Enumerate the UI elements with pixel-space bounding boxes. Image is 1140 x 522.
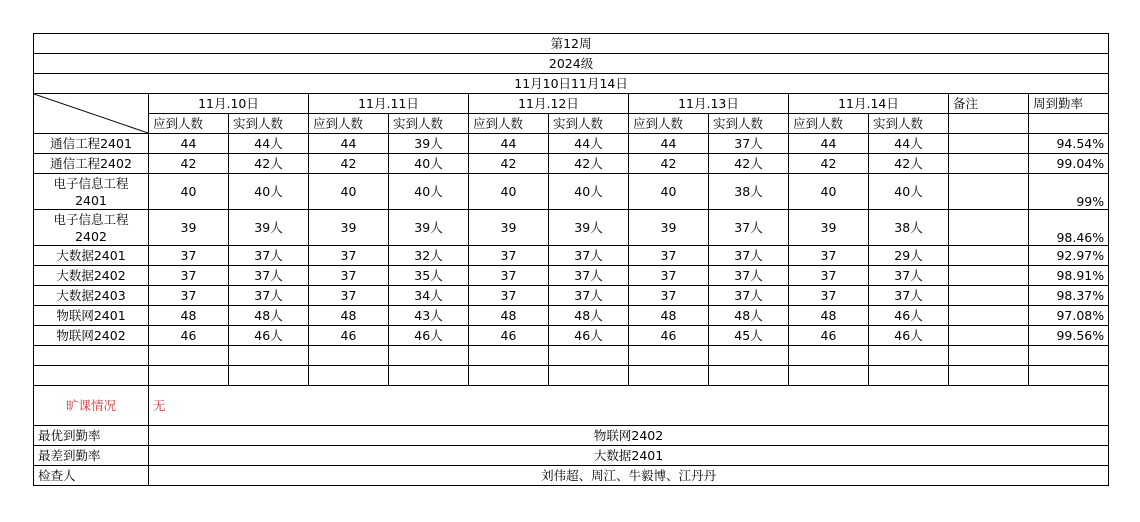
expected-count-cell: 39 (469, 210, 549, 246)
actual-count-header: 实到人数 (709, 114, 789, 134)
actual-count-cell: 40人 (549, 174, 629, 210)
empty-cell (629, 366, 709, 386)
actual-count-cell: 38人 (709, 174, 789, 210)
empty-cell (869, 366, 949, 386)
expected-count-cell: 37 (789, 246, 869, 266)
table-row (34, 134, 1109, 154)
actual-count-cell: 37人 (709, 266, 789, 286)
expected-count-cell: 42 (469, 154, 549, 174)
class-name-cell: 物联网2401 (34, 306, 149, 326)
actual-count-cell: 37人 (709, 246, 789, 266)
actual-count-header: 实到人数 (549, 114, 629, 134)
best-rate-row (34, 426, 1109, 446)
actual-count-cell: 43人 (389, 306, 469, 326)
class-name-cell: 大数据2403 (34, 286, 149, 306)
actual-count-cell: 40人 (229, 174, 309, 210)
absence-value: 无 (149, 386, 1109, 426)
actual-count-cell: 29人 (869, 246, 949, 266)
expected-count-cell: 44 (469, 134, 549, 154)
empty-cell (149, 366, 229, 386)
actual-count-cell: 37人 (709, 134, 789, 154)
actual-count-cell: 44人 (549, 134, 629, 154)
expected-count-cell: 48 (149, 306, 229, 326)
inspector-value: 刘伟超、周江、牛毅博、江丹丹 (149, 466, 1109, 486)
expected-count-cell: 37 (629, 286, 709, 306)
actual-count-cell: 48人 (229, 306, 309, 326)
weekly-rate-cell: 92.97% (1029, 246, 1109, 266)
remark-cell (949, 246, 1029, 266)
expected-count-cell: 46 (789, 326, 869, 346)
table-row (34, 266, 1109, 286)
empty-cell (1029, 366, 1109, 386)
grade-title: 2024级 (34, 54, 1109, 74)
actual-count-cell: 37人 (229, 266, 309, 286)
expected-count-cell: 42 (149, 154, 229, 174)
weekly-rate-cell: 99% (1029, 174, 1109, 210)
weekly-rate-cell: 94.54% (1029, 134, 1109, 154)
remark-subheader-empty (949, 114, 1029, 134)
empty-cell (789, 366, 869, 386)
actual-count-cell: 39人 (389, 134, 469, 154)
diagonal-header-cell (34, 94, 149, 134)
absence-label: 旷课情况 (34, 386, 149, 426)
table-row (34, 210, 1109, 246)
actual-count-cell: 48人 (549, 306, 629, 326)
empty-cell (629, 346, 709, 366)
empty-cell (149, 346, 229, 366)
actual-count-cell: 40人 (869, 174, 949, 210)
expected-count-cell: 37 (469, 266, 549, 286)
weekly-rate-cell: 98.91% (1029, 266, 1109, 286)
expected-count-cell: 37 (309, 246, 389, 266)
actual-count-cell: 42人 (869, 154, 949, 174)
actual-count-cell: 48人 (709, 306, 789, 326)
table-row (34, 246, 1109, 266)
rate-subheader-empty (1029, 114, 1109, 134)
weekly-rate-cell: 98.37% (1029, 286, 1109, 306)
expected-count-cell: 37 (309, 286, 389, 306)
expected-count-cell: 48 (469, 306, 549, 326)
actual-count-cell: 32人 (389, 246, 469, 266)
empty-cell (309, 346, 389, 366)
day-header: 11月.14日 (789, 94, 949, 114)
expected-count-cell: 48 (789, 306, 869, 326)
table-row (34, 174, 1109, 210)
empty-cell (1029, 346, 1109, 366)
expected-count-header: 应到人数 (309, 114, 389, 134)
actual-count-cell: 37人 (229, 286, 309, 306)
worst-rate-value: 大数据2401 (149, 446, 1109, 466)
expected-count-cell: 46 (149, 326, 229, 346)
expected-count-cell: 37 (149, 286, 229, 306)
expected-count-cell: 39 (789, 210, 869, 246)
actual-count-cell: 35人 (389, 266, 469, 286)
table-row (34, 306, 1109, 326)
actual-count-cell: 40人 (389, 154, 469, 174)
weekly-rate-cell: 99.04% (1029, 154, 1109, 174)
expected-count-cell: 40 (469, 174, 549, 210)
empty-cell (469, 346, 549, 366)
expected-count-cell: 37 (629, 266, 709, 286)
empty-cell (229, 346, 309, 366)
remark-cell (949, 154, 1029, 174)
expected-count-cell: 39 (309, 210, 389, 246)
actual-count-cell: 46人 (869, 306, 949, 326)
actual-count-cell: 46人 (229, 326, 309, 346)
actual-count-cell: 37人 (709, 286, 789, 306)
actual-count-cell: 44人 (869, 134, 949, 154)
empty-cell (709, 346, 789, 366)
actual-count-cell: 39人 (549, 210, 629, 246)
expected-count-cell: 40 (789, 174, 869, 210)
remark-cell (949, 326, 1029, 346)
actual-count-cell: 37人 (549, 266, 629, 286)
class-name-cell: 电子信息工程2401 (34, 174, 149, 210)
expected-count-cell: 42 (789, 154, 869, 174)
actual-count-cell: 39人 (229, 210, 309, 246)
attendance-table (33, 33, 1109, 486)
actual-count-cell: 42人 (229, 154, 309, 174)
remark-cell (949, 266, 1029, 286)
empty-row (34, 366, 1109, 386)
table-row (34, 154, 1109, 174)
expected-count-cell: 48 (309, 306, 389, 326)
worst-rate-row (34, 446, 1109, 466)
actual-count-header: 实到人数 (869, 114, 949, 134)
actual-count-cell: 38人 (869, 210, 949, 246)
absence-row (34, 386, 1109, 426)
expected-count-header: 应到人数 (149, 114, 229, 134)
remark-header: 备注 (949, 94, 1029, 114)
weekly-rate-cell: 98.46% (1029, 210, 1109, 246)
weekly-rate-cell: 99.56% (1029, 326, 1109, 346)
remark-cell (949, 210, 1029, 246)
actual-count-cell: 40人 (389, 174, 469, 210)
expected-count-cell: 39 (149, 210, 229, 246)
expected-count-cell: 42 (309, 154, 389, 174)
actual-count-header: 实到人数 (389, 114, 469, 134)
expected-count-cell: 40 (309, 174, 389, 210)
date-range-title: 11月10日11月14日 (34, 74, 1109, 94)
actual-count-cell: 34人 (389, 286, 469, 306)
class-name-cell: 大数据2402 (34, 266, 149, 286)
class-name-cell: 通信工程2402 (34, 154, 149, 174)
empty-row (34, 346, 1109, 366)
empty-cell (549, 366, 629, 386)
actual-count-cell: 37人 (549, 246, 629, 266)
expected-count-cell: 37 (149, 266, 229, 286)
class-name-cell: 物联网2402 (34, 326, 149, 346)
empty-cell (869, 346, 949, 366)
expected-count-cell: 44 (309, 134, 389, 154)
actual-count-cell: 39人 (389, 210, 469, 246)
actual-count-cell: 37人 (709, 210, 789, 246)
expected-count-cell: 46 (469, 326, 549, 346)
expected-count-cell: 37 (469, 246, 549, 266)
inspector-row (34, 466, 1109, 486)
actual-count-cell: 44人 (229, 134, 309, 154)
expected-count-cell: 42 (629, 154, 709, 174)
expected-count-cell: 40 (149, 174, 229, 210)
actual-count-cell: 37人 (869, 266, 949, 286)
best-rate-value: 物联网2402 (149, 426, 1109, 446)
actual-count-cell: 46人 (869, 326, 949, 346)
diagonal-line (34, 94, 148, 133)
empty-cell (469, 366, 549, 386)
expected-count-cell: 46 (629, 326, 709, 346)
expected-count-cell: 37 (309, 266, 389, 286)
day-header: 11月.13日 (629, 94, 789, 114)
remark-cell (949, 286, 1029, 306)
empty-cell (549, 346, 629, 366)
expected-count-cell: 37 (789, 266, 869, 286)
empty-cell (949, 346, 1029, 366)
expected-count-cell: 44 (789, 134, 869, 154)
expected-count-cell: 37 (789, 286, 869, 306)
empty-cell (34, 346, 149, 366)
actual-count-cell: 37人 (549, 286, 629, 306)
empty-cell (229, 366, 309, 386)
expected-count-header: 应到人数 (789, 114, 869, 134)
empty-cell (34, 366, 149, 386)
expected-count-cell: 48 (629, 306, 709, 326)
empty-cell (949, 366, 1029, 386)
day-header: 11月.10日 (149, 94, 309, 114)
class-name-cell: 电子信息工程2402 (34, 210, 149, 246)
remark-cell (949, 306, 1029, 326)
actual-count-cell: 45人 (709, 326, 789, 346)
weekly-rate-header: 周到勤率 (1029, 94, 1109, 114)
actual-count-cell: 37人 (869, 286, 949, 306)
actual-count-cell: 42人 (549, 154, 629, 174)
expected-count-cell: 37 (149, 246, 229, 266)
weekly-rate-cell: 97.08% (1029, 306, 1109, 326)
expected-count-cell: 44 (149, 134, 229, 154)
actual-count-cell: 37人 (229, 246, 309, 266)
expected-count-header: 应到人数 (629, 114, 709, 134)
worst-rate-label: 最差到勤率 (34, 446, 149, 466)
class-name-cell: 大数据2401 (34, 246, 149, 266)
actual-count-cell: 46人 (389, 326, 469, 346)
expected-count-cell: 37 (629, 246, 709, 266)
remark-cell (949, 134, 1029, 154)
empty-cell (709, 366, 789, 386)
table-row (34, 286, 1109, 306)
actual-count-cell: 46人 (549, 326, 629, 346)
empty-cell (389, 346, 469, 366)
week-title: 第12周 (34, 34, 1109, 54)
table-row (34, 326, 1109, 346)
actual-count-cell: 42人 (709, 154, 789, 174)
day-header: 11月.12日 (469, 94, 629, 114)
inspector-label: 检查人 (34, 466, 149, 486)
expected-count-cell: 37 (469, 286, 549, 306)
actual-count-header: 实到人数 (229, 114, 309, 134)
expected-count-cell: 46 (309, 326, 389, 346)
best-rate-label: 最优到勤率 (34, 426, 149, 446)
class-name-cell: 通信工程2401 (34, 134, 149, 154)
empty-cell (309, 366, 389, 386)
empty-cell (789, 346, 869, 366)
remark-cell (949, 174, 1029, 210)
expected-count-header: 应到人数 (469, 114, 549, 134)
empty-cell (389, 366, 469, 386)
expected-count-cell: 39 (629, 210, 709, 246)
day-header: 11月.11日 (309, 94, 469, 114)
expected-count-cell: 40 (629, 174, 709, 210)
expected-count-cell: 44 (629, 134, 709, 154)
